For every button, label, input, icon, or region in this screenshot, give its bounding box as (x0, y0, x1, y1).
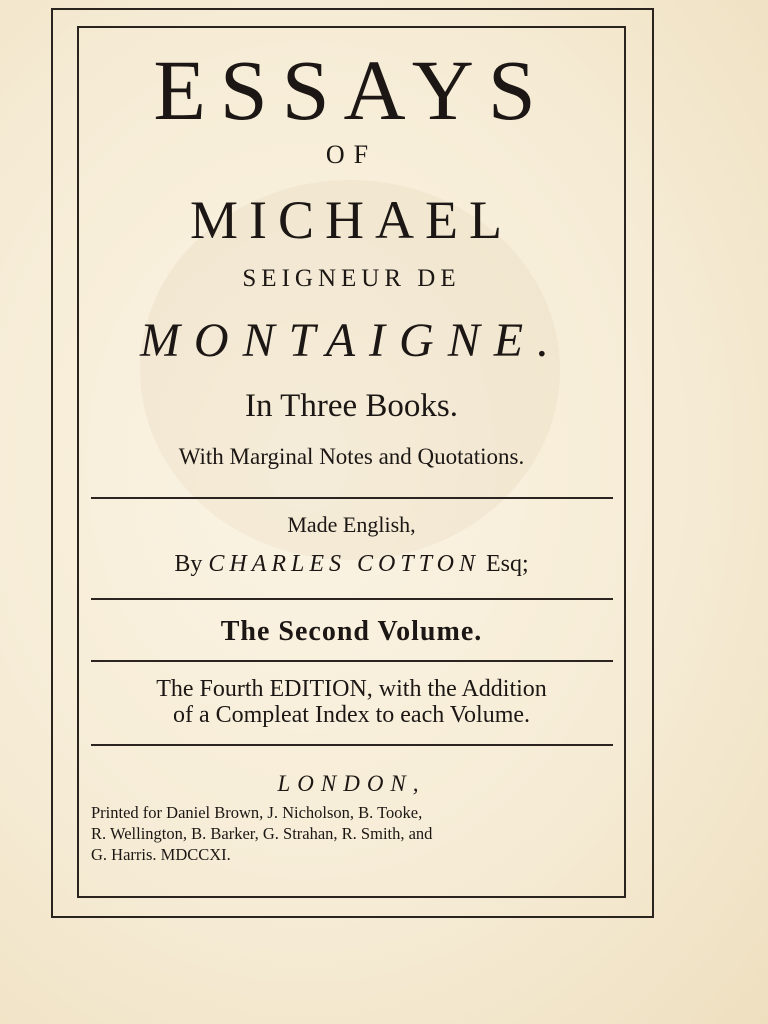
notes-line: With Marginal Notes and Quotations. (178, 444, 525, 469)
divider-4 (91, 744, 613, 746)
imprint (91, 802, 615, 865)
volume-line: The Second Volume. (220, 616, 483, 647)
edition-line-2: of a Compleat Index to each Volume. (172, 702, 531, 728)
author-first-name: MICHAEL (190, 190, 513, 250)
of-word: OF (325, 140, 378, 169)
edition-text (77, 676, 626, 728)
imprint-line-1: Printed for Daniel Brown, J. Nicholson, B. Tooke, (91, 803, 423, 822)
seigneur-line: SEIGNEUR DE (242, 265, 461, 292)
book-title: ESSAYS (153, 42, 550, 138)
made-english-line: Made English, (287, 512, 416, 537)
author-last-name: MONTAIGNE. (139, 314, 564, 367)
divider-1 (91, 497, 613, 499)
divider-3 (91, 660, 613, 662)
by-label: By (174, 551, 203, 577)
books-line: In Three Books. (245, 388, 458, 424)
translator-name: CHARLES COTTON (208, 551, 480, 577)
imprint-line-3: G. Harris. MDCCXI. (91, 845, 231, 864)
edition-line-1: The Fourth EDITION, with the Addition (156, 676, 547, 702)
imprint-city: LONDON, (277, 771, 426, 796)
translator-suffix: Esq; (485, 551, 529, 577)
divider-2 (91, 598, 613, 600)
imprint-line-2: R. Wellington, B. Barker, G. Strahan, R. Smith, and (91, 824, 433, 843)
translator-line (77, 546, 626, 582)
